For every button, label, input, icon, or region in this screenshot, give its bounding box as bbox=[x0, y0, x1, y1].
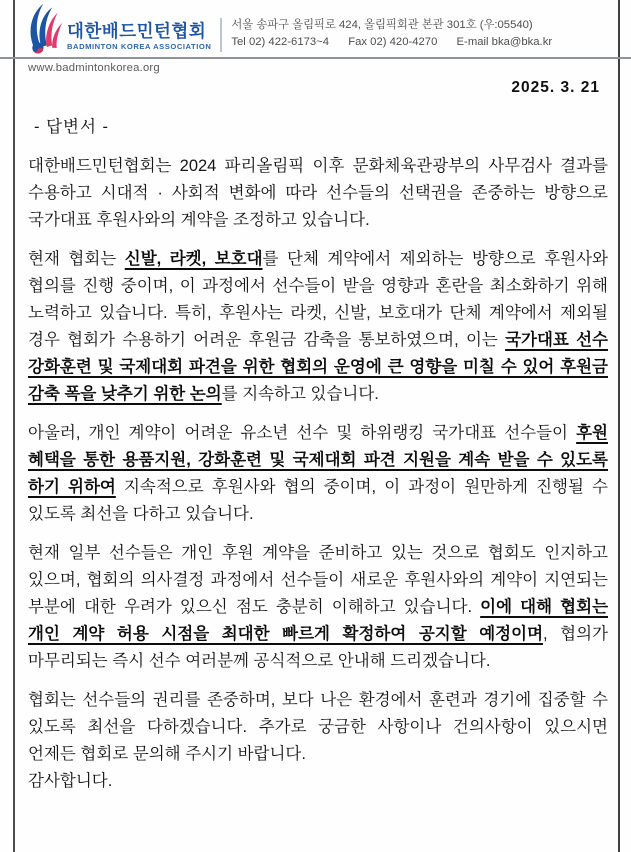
letterhead bbox=[28, 2, 607, 56]
letterhead-rule bbox=[0, 57, 631, 59]
paragraph-2 bbox=[28, 246, 608, 408]
page-edge-line-right bbox=[618, 0, 620, 852]
paragraph-3-text: 지속적으로 후원사와 협의 중이며, 이 과정이 원만하게 진행될 수 있도록 최선을 다하고 있습니다. bbox=[28, 478, 608, 523]
emphasis-items-excluded: 신발, 라켓, 보호대 bbox=[124, 250, 263, 268]
paragraph-3-text: 아울러, 개인 계약이 어려운 유소년 선수 및 하위랭킹 국가대표 선수들이 bbox=[28, 424, 577, 442]
paragraph-4-text: , 협의가 마무리되는 즉시 선수 여러분께 공식적으로 안내해 드리겠습니다. bbox=[28, 625, 608, 670]
emphasis-operational-impact: 국가대표 선수 강화훈련 및 국제대회 파견을 위한 협회의 운영에 큰 영향을 미칠 수 있어 후원금 감축 폭을 낮추기 위한 논의 bbox=[28, 331, 608, 403]
email-label: E-mail bka@bka.kr bbox=[456, 36, 553, 48]
paragraph-2-text: 현재 협회는 bbox=[28, 250, 125, 268]
closing-text: 감사합니다. bbox=[28, 772, 113, 790]
emphasis-continued-support: 후원 혜택을 통한 용품지원, 강화훈련 및 국제대회 파견 지원을 계속 받을 수 있도록 하기 위하여 bbox=[28, 424, 608, 496]
tel-label: Tel 02) 422-6173~4 bbox=[231, 36, 330, 48]
paragraph-2-text: 를 지속하고 있습니다. bbox=[221, 385, 379, 403]
contact-block bbox=[231, 2, 568, 51]
emphasis-announcement-schedule: 이에 대해 협회는 개인 계약 허용 시점을 최대한 빠르게 확정하여 공지할 예정이며 bbox=[28, 598, 609, 643]
bka-logo bbox=[28, 2, 211, 56]
website-url: www.badmintonkorea.org bbox=[28, 62, 160, 74]
address-line: 서울 송파구 올림픽로 424, 올림픽회관 본관 301호 (우:05540) bbox=[231, 19, 533, 31]
paragraph-4 bbox=[28, 540, 608, 675]
shuttlecock-logo-icon bbox=[28, 2, 64, 56]
paragraph-1-text: 대한배드민턴협회는 2024 파리올림픽 이후 문화체육관광부의 사무검사 결과를 수용하고 시대적 · 사회적 변화에 따라 선수들의 선택권을 존중하는 방향으로 국가대표 후원사와의 계약을 조정하고 있습니다. bbox=[28, 157, 608, 229]
document-date: 2025. 3. 21 bbox=[511, 79, 600, 96]
paragraph-2-text: 를 단체 계약에서 제외하는 방향으로 후원사와 협의를 진행 중이며, 이 과정에서 선수들이 받을 영향과 혼란을 최소화하기 위해 노력하고 있습니다. 특히, 후원사는 라켓, 신발, 보호대가 단체 계약에서 제외될 경우 협회가 수용하기 어려운 후원금 감축을 통보하였으며, 이는 bbox=[28, 250, 608, 349]
org-name-english: BADMINTON KOREA ASSOCIATION bbox=[67, 42, 212, 51]
paragraph-5 bbox=[28, 687, 608, 768]
org-name-block bbox=[67, 6, 211, 52]
letter-body bbox=[28, 114, 608, 795]
closing-line bbox=[28, 768, 608, 795]
fax-label: Fax 02) 420-4270 bbox=[348, 36, 438, 48]
org-name-korean: 대한배드민턴협회 bbox=[67, 21, 207, 41]
paragraph-3 bbox=[28, 420, 608, 528]
letterhead-divider bbox=[220, 18, 222, 52]
paragraph-5-text: 협회는 선수들의 권리를 존중하며, 보다 나은 환경에서 훈련과 경기에 집중할 수 있도록 최선을 다하겠습니다. 추가로 궁금한 사항이나 건의사항이 있으시면 언제든 협회로 문의해 주시기 바랍니다. bbox=[28, 691, 608, 763]
paragraph-4-text: 현재 일부 선수들은 개인 후원 계약을 준비하고 있는 것으로 협회도 인지하고 있으며, 협회의 의사결정 과정에서 선수들이 새로운 후원사와의 계약이 지연되는 부분에 대한 우려가 있으신 점도 충분히 이해하고 있습니다. bbox=[28, 544, 608, 616]
page-edge-line-left bbox=[13, 0, 15, 852]
paragraph-1 bbox=[28, 153, 608, 234]
document-title: - 답변서 - bbox=[34, 118, 109, 136]
